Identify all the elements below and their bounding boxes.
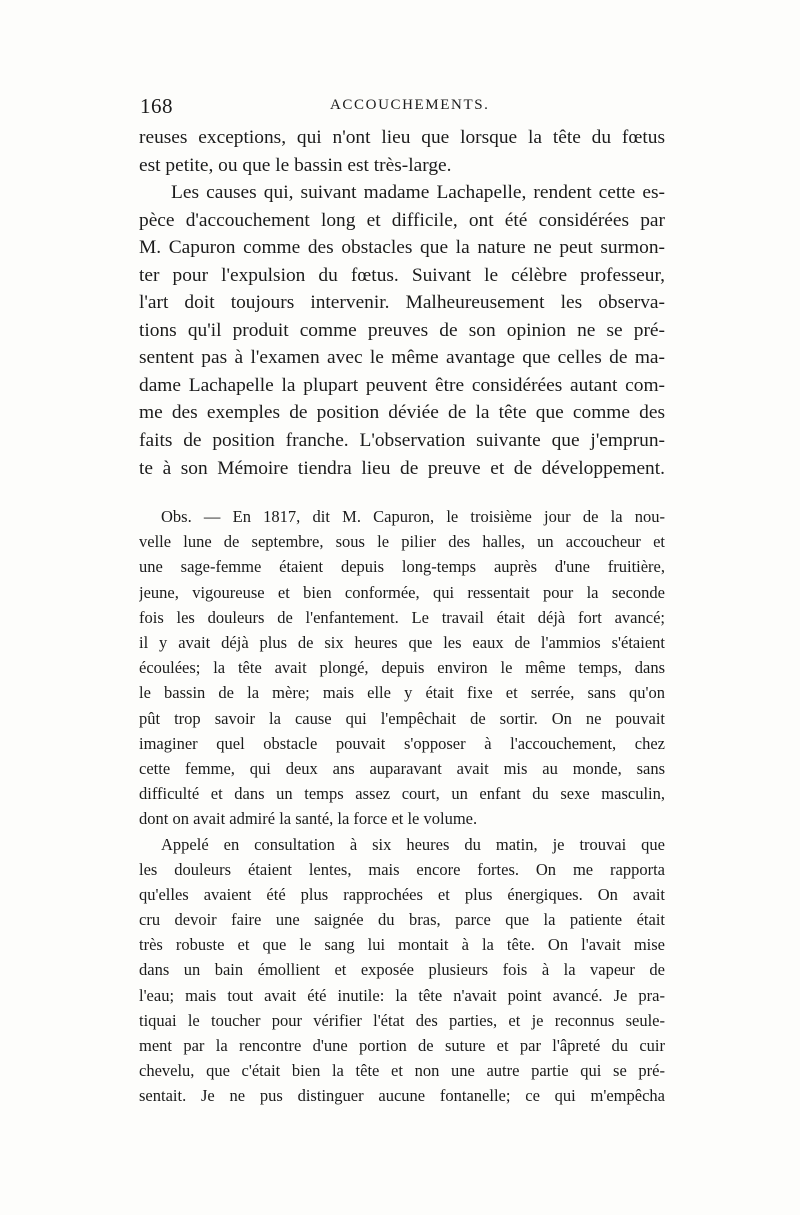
page-header <box>140 94 664 120</box>
paragraph-observation <box>139 504 665 831</box>
text-line: ter pour l'expulsion du fœtus. Suivant le célèbre professeur, <box>139 264 665 286</box>
text-line: velle lune de septembre, sous le pilier des halles, un accoucheur et <box>139 532 665 552</box>
section-gap <box>139 482 665 504</box>
text-line: pèce d'accouchement long et difficile, ont été considérées par <box>139 209 665 231</box>
text-line: Appelé en consultation à six heures du matin, je trouvai que <box>161 834 665 854</box>
text-line: l'art doit toujours intervenir. Malheureusement les observa- <box>139 292 665 314</box>
text-line: sentait. Je ne pus distinguer aucune fontanelle; ce qui m'empêcha <box>139 1086 665 1106</box>
text-line: le bassin de la mère; mais elle y était fixe et serrée, sans qu'on <box>139 683 665 703</box>
text-line: ment par la rencontre d'une portion de suture et par l'âpreté du cuir <box>139 1036 665 1056</box>
text-line: Obs. — En 1817, dit M. Capuron, le troisième jour de la nou- <box>161 507 665 527</box>
text-line: très robuste et que le sang lui montait à la tête. On l'avait mise <box>139 935 665 955</box>
page-body <box>139 124 665 1109</box>
text-line: me des exemples de position déviée de la tête que comme des <box>139 402 665 424</box>
text-line: fois les douleurs de l'enfantement. Le travail était déjà fort avancé; <box>139 607 665 627</box>
text-line: pût trop savoir la cause qui l'empêchait de sortir. On ne pouvait <box>139 708 665 728</box>
text-line: l'eau; mais tout avait été inutile: la tête n'avait point avancé. Je pra- <box>139 985 665 1005</box>
text-line: est petite, ou que le bassin est très-large. <box>139 154 452 176</box>
text-line: jeune, vigoureuse et bien conformée, qui ressentait pour la seconde <box>139 582 665 602</box>
text-line: difficulté et dans un temps assez court, un enfant du sexe masculin, <box>139 784 665 804</box>
paragraph-continuation <box>139 124 665 179</box>
text-line: te à son Mémoire tiendra lieu de preuve et de développement. <box>139 457 665 479</box>
text-line: chevelu, que c'était bien la tête et non une autre partie qui se pré- <box>139 1061 665 1081</box>
text-line: il y avait déjà plus de six heures que les eaux de l'ammios s'étaient <box>139 633 665 653</box>
text-line: dont on avait admiré la santé, la force et le volume. <box>139 809 478 829</box>
text-line: sentent pas à l'examen avec le même avantage que celles de ma- <box>139 347 665 369</box>
text-line: écoulées; la tête avait plongé, depuis environ le même temps, dans <box>139 658 665 678</box>
text-line: les douleurs étaient lentes, mais encore fortes. On me rapporta <box>139 859 665 879</box>
text-line: faits de position franche. L'observation suivante que j'emprun- <box>139 430 665 452</box>
text-line: M. Capuron comme des obstacles que la nature ne peut surmon- <box>139 237 665 259</box>
text-line: imaginer quel obstacle pouvait s'opposer à l'accouchement, chez <box>139 733 665 753</box>
text-line: dame Lachapelle la plupart peuvent être considérées autant com- <box>139 374 665 396</box>
text-line: tiquai le toucher pour vérifier l'état des parties, et je reconnus seule- <box>139 1010 665 1030</box>
text-line: reuses exceptions, qui n'ont lieu que lorsque la tête du fœtus <box>139 127 665 148</box>
text-line: dans un bain émollient et exposée plusieurs fois à la vapeur de <box>139 960 665 980</box>
text-line: cette femme, qui deux ans auparavant avait mis au monde, sans <box>139 758 665 778</box>
text-line: une sage-femme étaient depuis long-temps auprès d'une fruitière, <box>139 557 665 577</box>
text-line: cru devoir faire une saignée du bras, parce que la patiente était <box>139 910 665 930</box>
text-line: tions qu'il produit comme preuves de son opinion ne se pré- <box>139 319 665 341</box>
page-number: 168 <box>140 94 173 118</box>
paragraph-consultation <box>139 832 665 1109</box>
text-line: Les causes qui, suivant madame Lachapelle, rendent cette es- <box>171 182 665 204</box>
running-title: ACCOUCHEMENTS. <box>330 97 490 113</box>
paragraph-causes <box>139 179 665 482</box>
text-line: qu'elles avaient été plus rapprochées et plus énergiques. On avait <box>139 884 665 904</box>
